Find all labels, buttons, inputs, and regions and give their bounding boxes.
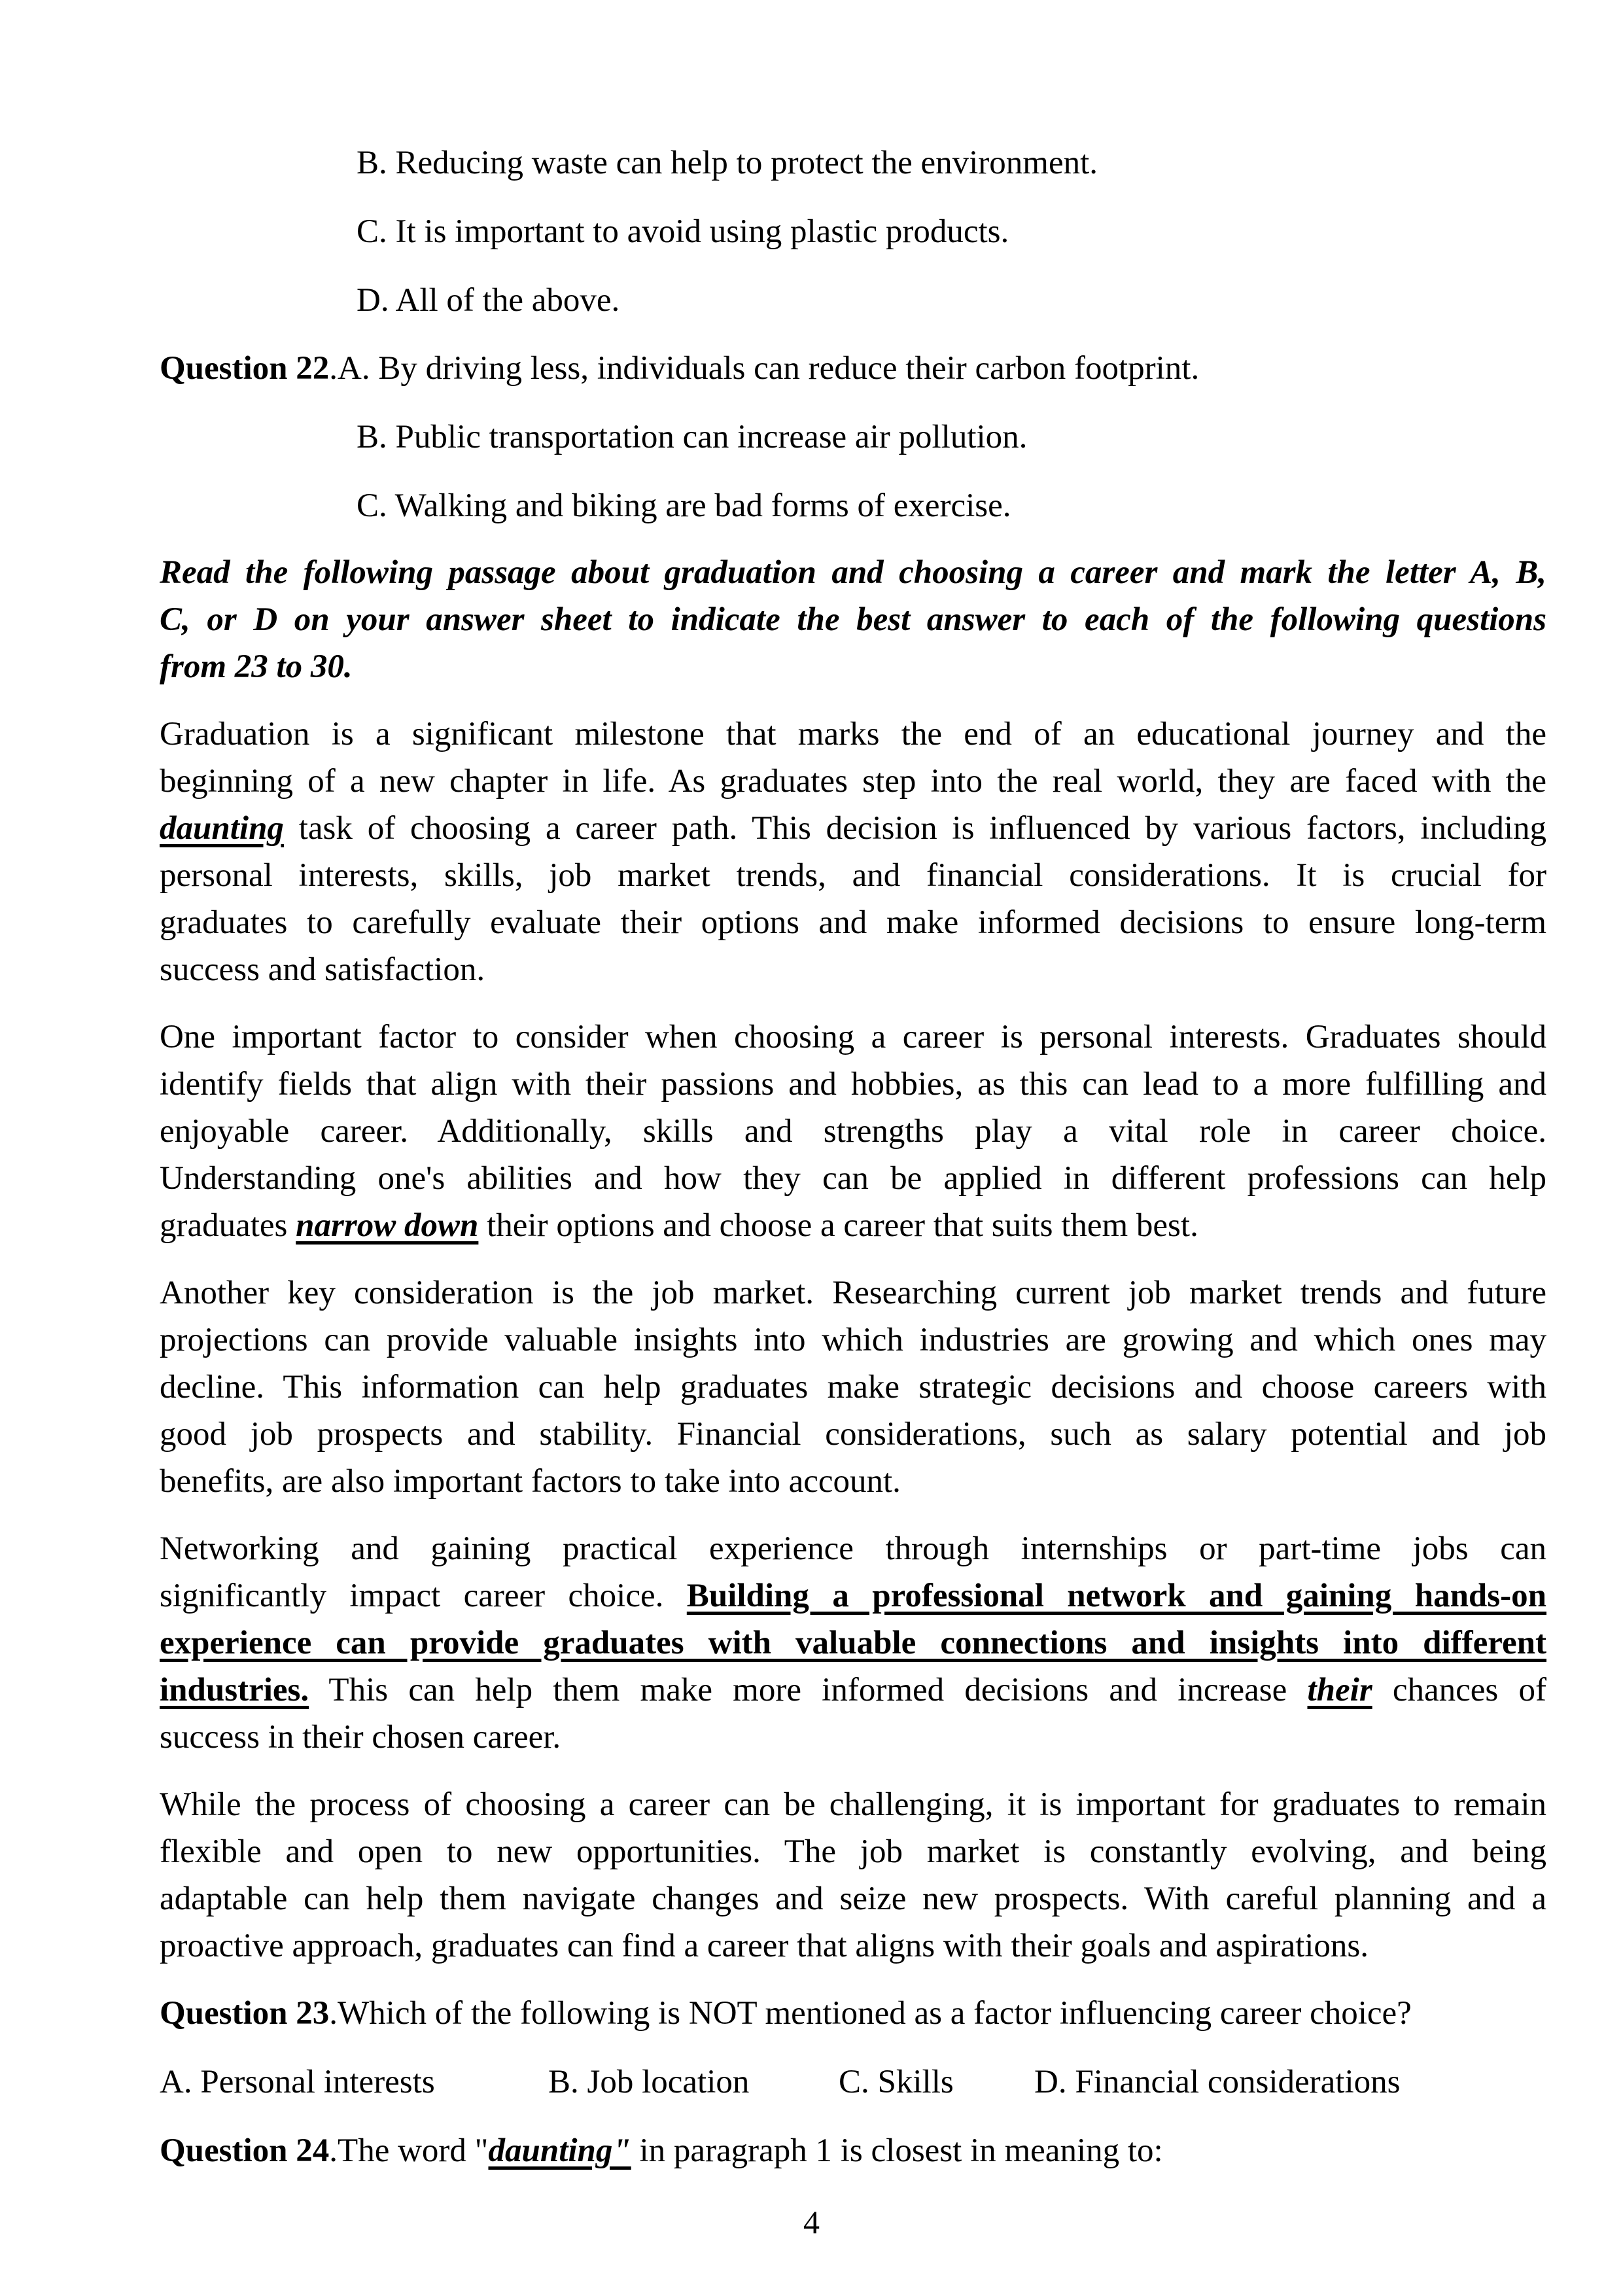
highlighted-word-daunting: daunting" [488,2132,631,2169]
option-line: D. All of the above. [357,282,620,319]
option-line: B. Reducing waste can help to protect the environment. [357,145,1098,181]
answer-option-d: D. Financial considerations [1034,2064,1401,2100]
passage-line: Understanding one's abilities and how they can be applied in different professions can help [160,1160,1546,1197]
instruction-line: from 23 to 30. [160,648,353,685]
highlighted-sentence: experience can provide graduates with valuable connections and insights into different [160,1625,1546,1661]
option-line: B. Public transportation can increase air pollution. [357,419,1028,455]
passage-line: personal interests, skills, job market trends, and financial considerations. It is crucial for [160,857,1546,894]
question-option: .A. By driving less, individuals can reduce their carbon footprint. [329,350,1200,387]
passage-line [160,1572,1546,1619]
question-23 [160,1990,1546,2037]
option-line: C. Walking and biking are bad forms of exercise. [357,487,1011,524]
question-label: Question 24 [160,2132,330,2169]
passage-line: flexible and open to new opportunities. The job market is constantly evolving, and being [160,1833,1546,1870]
instruction-line: Read the following passage about graduation and choosing a career and mark the letter A, B, [160,554,1546,591]
passage-line: good job prospects and stability. Financial considerations, such as salary potential and job [160,1416,1546,1453]
passage-text: task of choosing a career path. This decision is influenced by various factors, including [283,810,1546,847]
question-text: .Which of the following is NOT mentioned as a factor influencing career choice? [329,1995,1412,2032]
highlighted-sentence: industries. [160,1672,309,1708]
passage-line: enjoyable career. Additionally, skills and strengths play a vital role in career choice. [160,1113,1546,1150]
question-22 [160,345,1546,392]
passage-line: One important factor to consider when choosing a career is personal interests. Graduates should [160,1019,1546,1055]
passage-text: graduates [160,1207,296,1244]
passage-line: projections can provide valuable insights into which industries are growing and which ones may [160,1322,1546,1358]
passage-line: While the process of choosing a career can be challenging, it is important for graduates to remain [160,1786,1546,1823]
highlighted-sentence: Building a professional network and gaining hands-on [686,1578,1546,1614]
question-label: Question 23 [160,1995,330,2032]
passage-line: identify fields that align with their passions and hobbies, as this can lead to a more fulfilling and [160,1066,1546,1103]
passage-text: significantly impact career choice. [160,1578,687,1614]
passage-line: success in their chosen career. [160,1719,561,1756]
passage-line: Graduation is a significant milestone that marks the end of an educational journey and the [160,716,1546,752]
passage-line: benefits, are also important factors to take into account. [160,1463,901,1500]
answer-option-b: B. Job location [548,2064,750,2100]
passage-text: chances of [1372,1672,1546,1708]
question-text: .The word " [329,2132,489,2169]
answer-option-c: C. Skills [839,2064,954,2100]
highlighted-word-daunting: daunting [160,810,284,847]
passage-line: adaptable can help them navigate changes and seize new prospects. With careful planning and a [160,1881,1546,1917]
passage-line: beginning of a new chapter in life. As graduates step into the real world, they are faced with the [160,763,1546,800]
highlighted-word-their: their [1307,1672,1372,1708]
passage-text: This can help them make more informed decisions and increase [309,1672,1308,1708]
question-text: in paragraph 1 is closest in meaning to: [631,2132,1163,2169]
passage-line: success and satisfaction. [160,951,485,988]
highlighted-phrase-narrow-down: narrow down [296,1207,479,1244]
question-24 [160,2127,1546,2174]
passage-line [160,805,1546,852]
passage-line: Networking and gaining practical experience through internships or part-time jobs can [160,1530,1546,1567]
option-line: C. It is important to avoid using plastic products. [357,213,1009,250]
passage-line [160,1202,1546,1249]
answer-option-a: A. Personal interests [160,2064,435,2100]
passage-line: graduates to carefully evaluate their options and make informed decisions to ensure long-term [160,904,1546,941]
question-label: Question 22 [160,350,330,387]
passage-line [160,1667,1546,1714]
passage-line: Another key consideration is the job market. Researching current job market trends and future [160,1275,1546,1311]
instruction-line: C, or D on your answer sheet to indicate the best answer to each of the following questions [160,601,1546,638]
passage-line: proactive approach, graduates can find a career that aligns with their goals and aspirations. [160,1928,1369,1964]
passage-text: their options and choose a career that suits them best. [478,1207,1198,1244]
passage-line: decline. This information can help graduates make strategic decisions and choose careers with [160,1369,1546,1405]
page-number: 4 [803,2204,820,2240]
